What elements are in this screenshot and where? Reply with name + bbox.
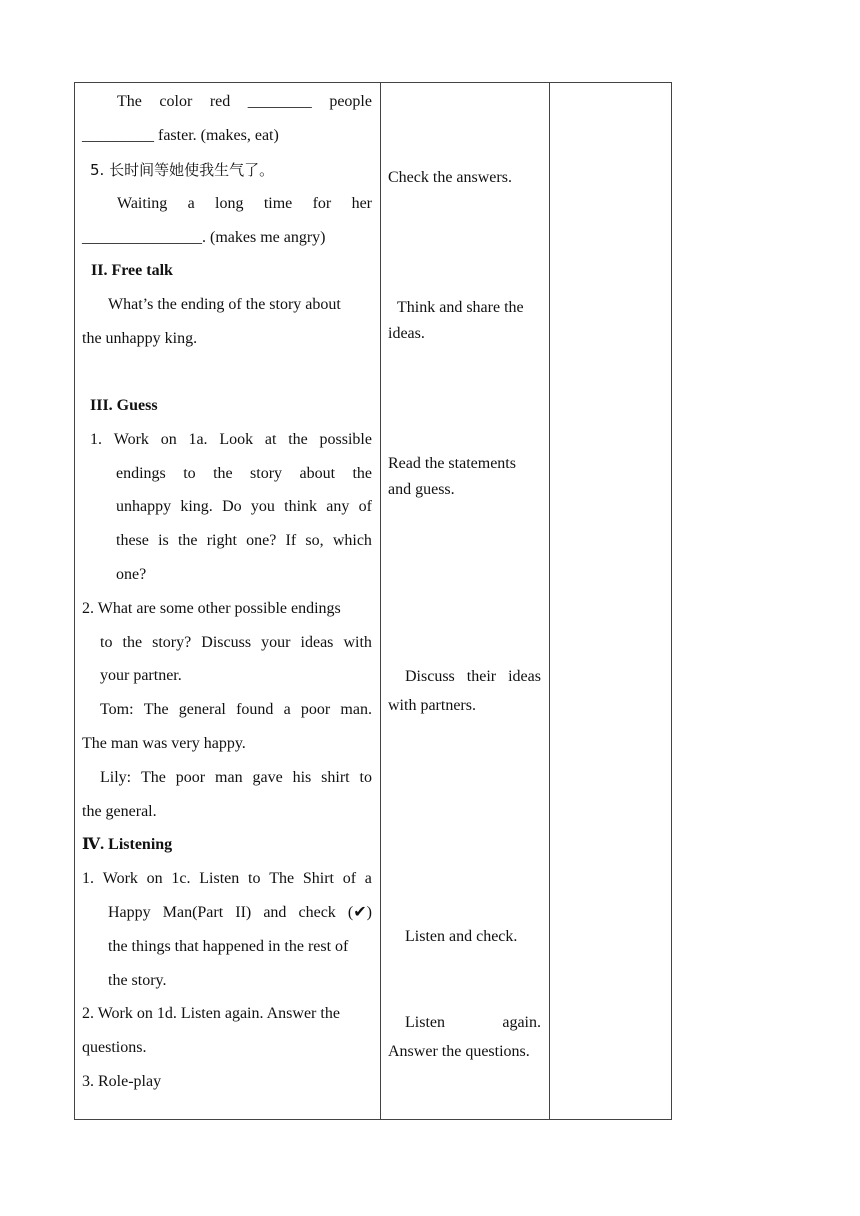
- exercise-5-line-2: Waiting a long time for her: [117, 195, 372, 212]
- guess-2-line-3: your partner.: [100, 667, 182, 684]
- listen-again-line-1: Listen again.: [405, 1014, 541, 1031]
- exercise-5-line-3: _______________. (makes me angry): [82, 229, 326, 246]
- discuss-line-1: Discuss their ideas: [405, 668, 541, 685]
- lily-line-1: Lily: The poor man gave his shirt to: [100, 769, 372, 786]
- think-share-line-1: Think and share the: [397, 299, 524, 316]
- free-talk-line-2: the unhappy king.: [82, 330, 198, 347]
- exercise-4-line-1: The color red ________ people: [117, 93, 372, 110]
- listen-again-line-2: Answer the questions.: [388, 1043, 530, 1060]
- guess-1-line-2: endings to the story about the: [116, 465, 372, 482]
- free-talk-line-1: What’s the ending of the story about: [108, 296, 341, 313]
- notes-column: [550, 83, 671, 1119]
- check-answers: Check the answers.: [388, 169, 512, 186]
- read-guess-line-1: Read the statements: [388, 455, 516, 472]
- guess-2-line-1: 2. What are some other possible endings: [82, 600, 341, 617]
- guess-1-line-3: unhappy king. Do you think any of: [116, 498, 372, 515]
- listening-3-line-1: 3. Role-play: [82, 1073, 162, 1090]
- tom-line-2: The man was very happy.: [82, 735, 246, 752]
- exercise-5-chinese: 5. 长时间等她使我生气了。: [90, 161, 275, 179]
- guess-1-line-1: 1. Work on 1a. Look at the possible: [90, 431, 372, 448]
- guess-1-line-5: one?: [116, 566, 147, 583]
- lesson-plan-table: [74, 82, 672, 1120]
- listening-1-line-2: Happy Man(Part II) and check (✔): [108, 904, 372, 921]
- section-guess-title: III. Guess: [90, 397, 158, 414]
- tom-line-1: Tom: The general found a poor man.: [100, 701, 372, 718]
- lily-line-2: the general.: [82, 803, 157, 820]
- listening-2-line-1: 2. Work on 1d. Listen again. Answer the: [82, 1005, 340, 1022]
- listening-1-line-4: the story.: [108, 972, 167, 989]
- think-share-line-2: ideas.: [388, 325, 425, 342]
- read-guess-line-2: and guess.: [388, 481, 455, 498]
- guess-2-line-2: to the story? Discuss your ideas with: [100, 634, 372, 651]
- listening-2-line-2: questions.: [82, 1039, 147, 1056]
- column-divider-1: [380, 83, 381, 1119]
- exercise-4-line-2: _________ faster. (makes, eat): [82, 127, 279, 144]
- listening-1-line-1: 1. Work on 1c. Listen to The Shirt of a: [82, 870, 372, 887]
- listening-1-line-3: the things that happened in the rest of: [108, 938, 349, 955]
- guess-1-line-4: these is the right one? If so, which: [116, 532, 372, 549]
- listen-and-check: Listen and check.: [405, 928, 518, 945]
- section-free-talk-title: II. Free talk: [91, 262, 173, 279]
- section-listening-title: Ⅳ. Listening: [82, 836, 173, 853]
- discuss-line-2: with partners.: [388, 697, 476, 714]
